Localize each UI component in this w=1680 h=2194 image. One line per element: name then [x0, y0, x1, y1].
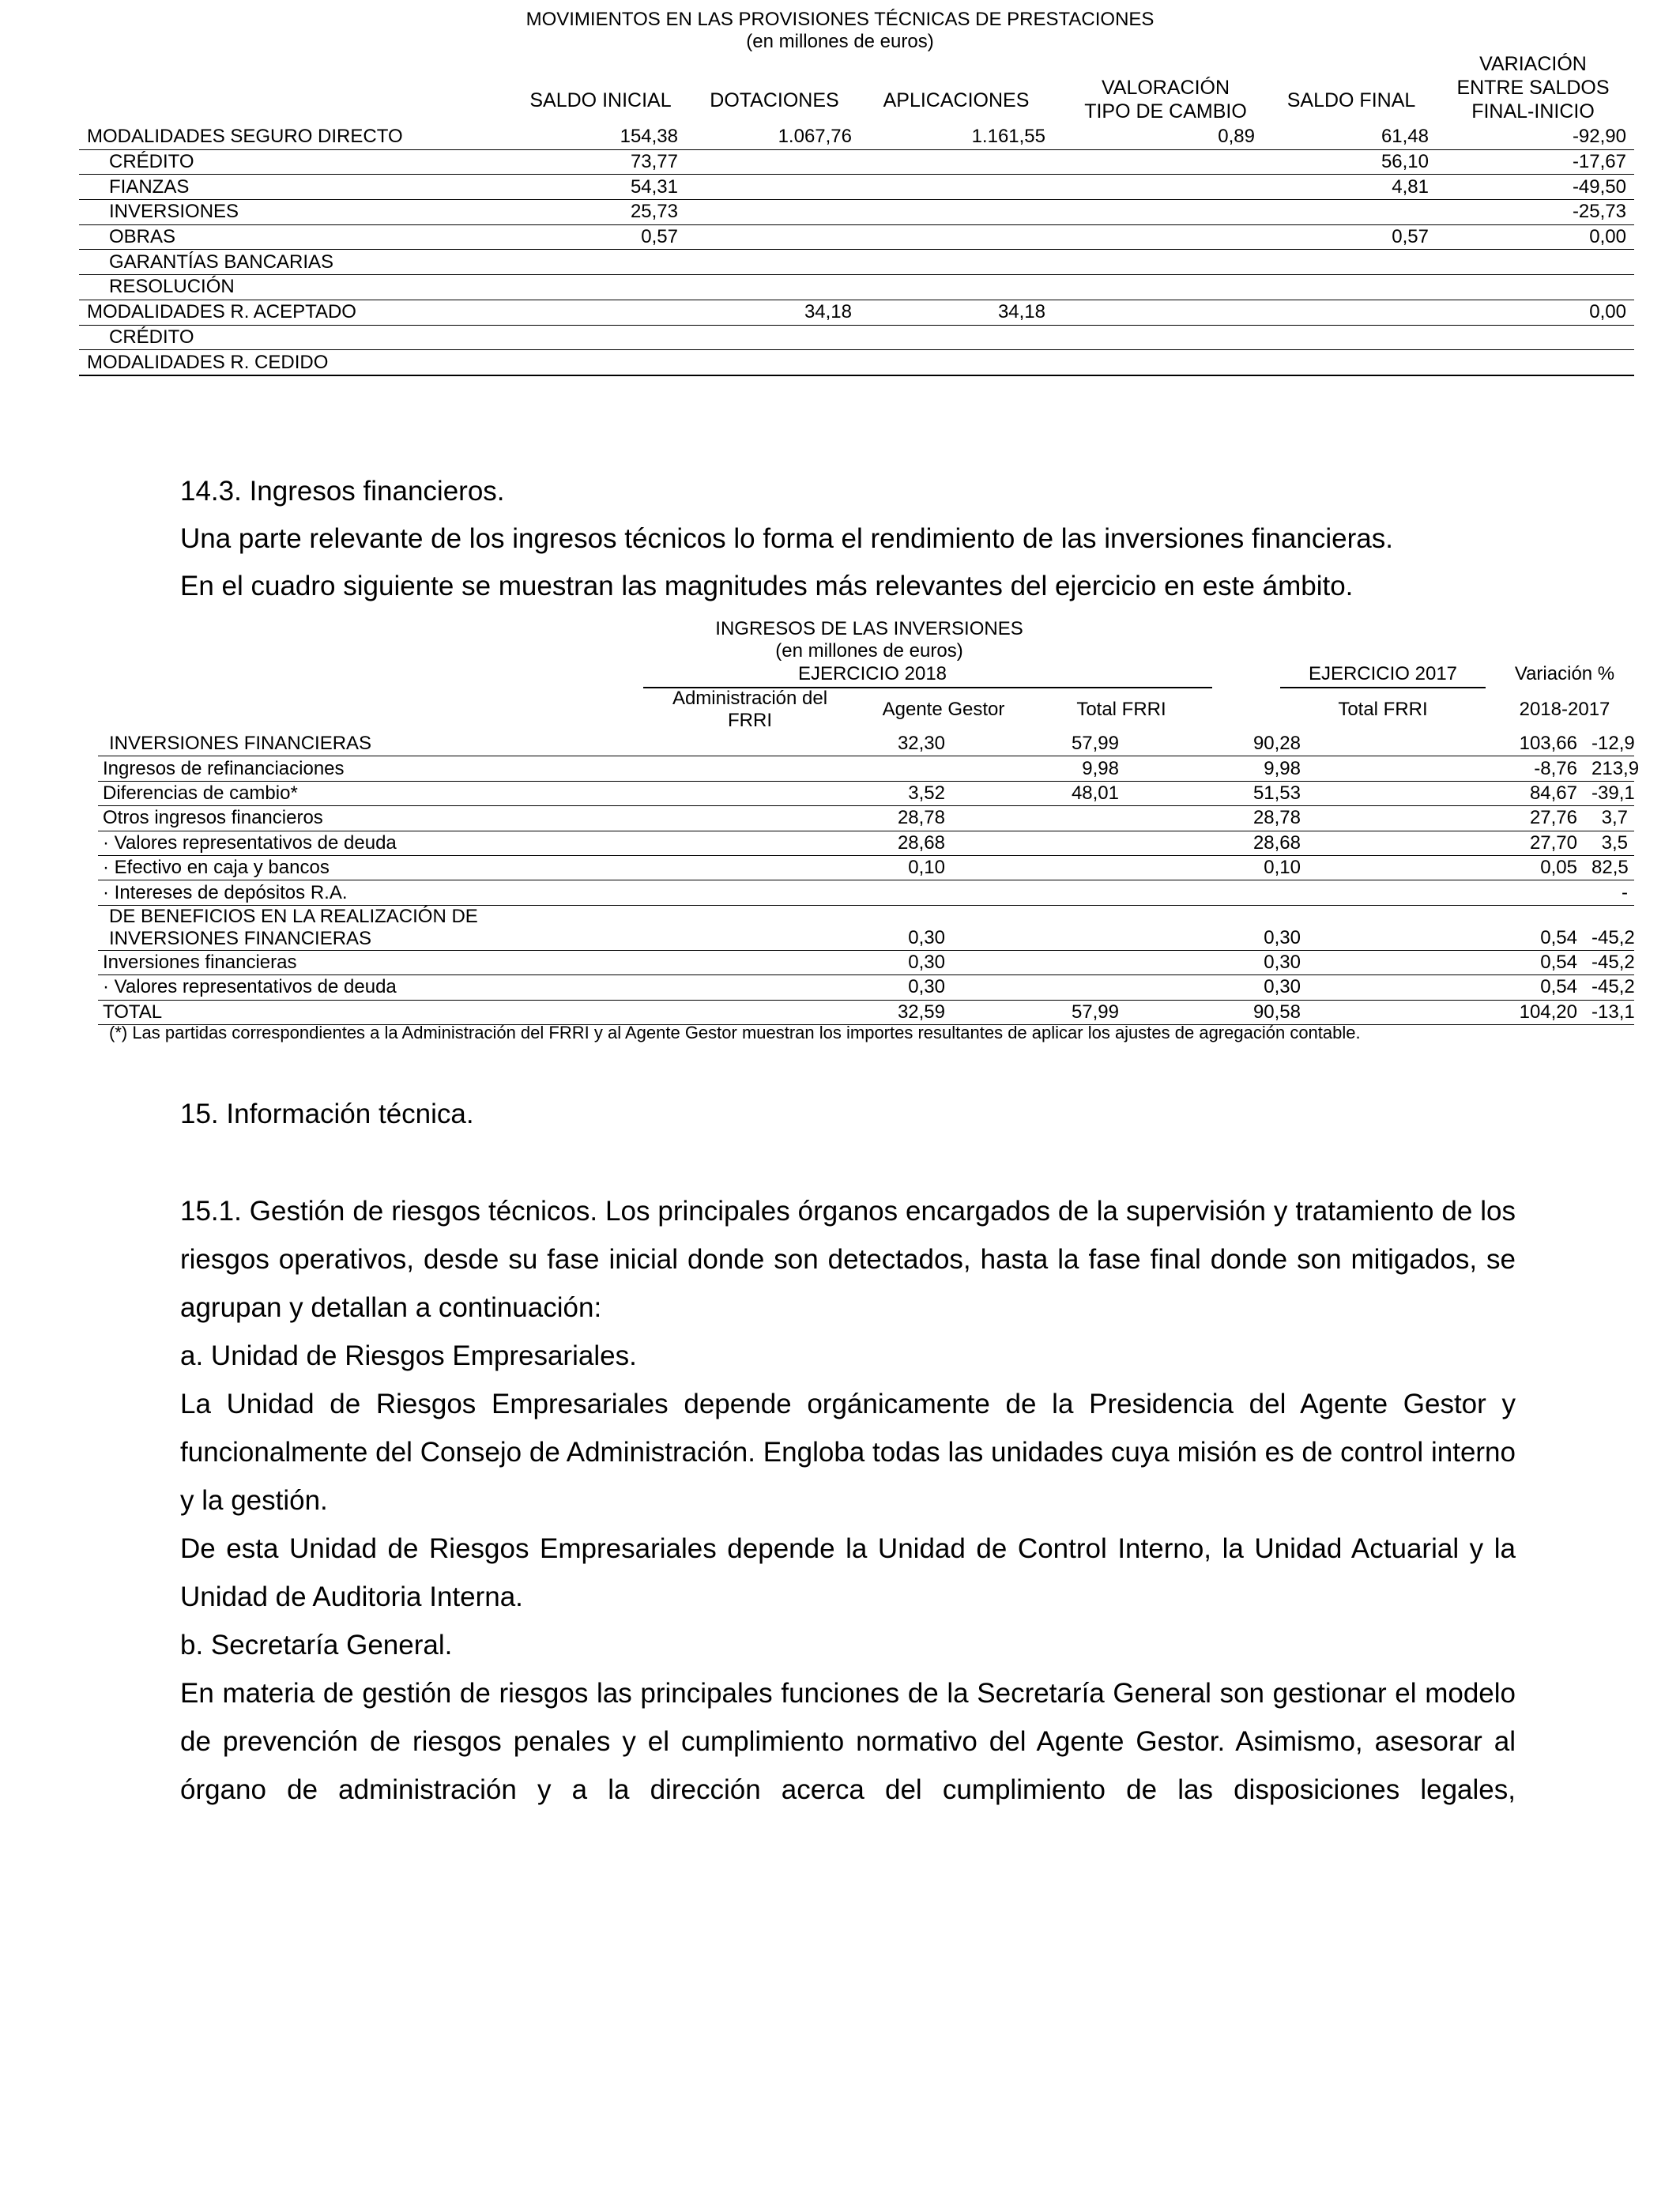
table-cell: 0,57: [1263, 224, 1437, 250]
table-cell: 73,77: [512, 149, 686, 175]
paragraph: De esta Unidad de Riesgos Empresariales depende la Unidad de Control Interno, la Unidad Actuarial y la Unidad de Auditoria Interna.: [180, 1533, 1516, 1612]
table2: [98, 732, 1640, 1025]
table-cell: [686, 250, 860, 275]
table2-footnote: (*) Las partidas correspondientes a la Administración del FRRI y al Agente Gestor muestran los importes resultantes de aplicar los ajustes de agregación contable.: [109, 1023, 1361, 1042]
t2-header-var: 2018-2017: [1519, 699, 1610, 720]
table-cell: [860, 350, 1053, 375]
row-label: DE BENEFICIOS EN LA REALIZACIÓN DE INVERSIONES FINANCIERAS: [98, 905, 643, 950]
table-cell: [1053, 224, 1263, 250]
table-cell: -: [1584, 880, 1634, 905]
table-cell: 0,05: [1307, 855, 1584, 880]
table-cell: [1053, 325, 1263, 350]
table-row: [79, 350, 1634, 375]
table-cell: 0,30: [643, 905, 951, 950]
row-label: · Intereses de depósitos R.A.: [98, 880, 643, 905]
table-row: [98, 1000, 1634, 1024]
table-cell: 1.067,76: [686, 125, 860, 149]
table-cell: -25,73: [1437, 200, 1634, 225]
table-cell: [1263, 300, 1437, 325]
table-cell: 103,66: [1307, 732, 1584, 756]
table-cell: [860, 175, 1053, 200]
table-cell: 82,5: [1584, 855, 1634, 880]
row-label: GARANTÍAS BANCARIAS: [79, 250, 512, 275]
table-cell: [1437, 350, 1634, 375]
table-cell: [951, 855, 1125, 880]
section-14-3: [180, 468, 1393, 610]
table-cell: [951, 905, 1125, 950]
table-cell: [686, 325, 860, 350]
table-cell: 84,67: [1307, 781, 1584, 805]
table-cell: 28,68: [643, 831, 951, 855]
table-cell: 48,01: [951, 781, 1125, 805]
table-cell: 90,28: [1125, 732, 1307, 756]
table-cell: 0,89: [1053, 125, 1263, 149]
table-cell: [1053, 275, 1263, 300]
table-cell: 0,00: [1437, 224, 1634, 250]
row-label: MODALIDADES R. ACEPTADO: [79, 300, 512, 325]
t2-header-total: Total FRRI: [1076, 699, 1166, 720]
table-cell: 9,98: [951, 756, 1125, 781]
table-cell: 61,48: [1263, 125, 1437, 149]
t1-header-variacion: VARIACIÓN ENTRE SALDOS FINAL-INICIO: [1456, 53, 1610, 123]
table-cell: [512, 300, 686, 325]
table-cell: 213,9: [1584, 756, 1634, 781]
table-cell: [860, 224, 1053, 250]
t2-header-total-2017: Total FRRI: [1338, 699, 1428, 720]
table-cell: 3,7: [1584, 806, 1634, 831]
table-cell: 25,73: [512, 200, 686, 225]
table-cell: 0,30: [643, 975, 951, 1000]
table-row: [98, 855, 1634, 880]
table-cell: [643, 880, 951, 905]
table-cell: [1053, 175, 1263, 200]
table-row: [79, 125, 1634, 149]
row-label: · Valores representativos de deuda: [98, 975, 643, 1000]
table-row: [79, 224, 1634, 250]
table-cell: [1053, 149, 1263, 175]
table-cell: [860, 200, 1053, 225]
table-cell: [512, 325, 686, 350]
table-cell: 0,30: [1125, 975, 1307, 1000]
row-label: · Efectivo en caja y bancos: [98, 855, 643, 880]
row-label: INVERSIONES: [79, 200, 512, 225]
table-cell: 0,54: [1307, 975, 1584, 1000]
table-cell: [686, 200, 860, 225]
t1-header-aplicaciones: APLICACIONES: [883, 89, 1030, 111]
row-label: TOTAL: [98, 1000, 643, 1024]
table-cell: 0,30: [1125, 905, 1307, 950]
row-label: CRÉDITO: [79, 149, 512, 175]
table-row: [98, 781, 1634, 805]
table-cell: [951, 880, 1125, 905]
table-cell: [1437, 250, 1634, 275]
table-cell: [512, 350, 686, 375]
table-cell: [1263, 250, 1437, 275]
table-cell: [951, 831, 1125, 855]
table-cell: 0,54: [1307, 950, 1584, 974]
row-label: Inversiones financieras: [98, 950, 643, 974]
table-cell: 32,59: [643, 1000, 951, 1024]
table-cell: 0,10: [643, 855, 951, 880]
table-cell: 28,78: [1125, 806, 1307, 831]
row-label: RESOLUCIÓN: [79, 275, 512, 300]
table-cell: [686, 350, 860, 375]
t2-header-variacion: Variación %: [1514, 663, 1615, 684]
table-cell: [686, 224, 860, 250]
table-row: [98, 831, 1634, 855]
table-cell: [686, 275, 860, 300]
table-cell: 57,99: [951, 1000, 1125, 1024]
paragraph: La Unidad de Riesgos Empresariales depende orgánicamente de la Presidencia del Agente Gestor y funcionalmente del Consejo de Administración. Engloba todas las unidades cuya misión es de control interno y la gestión.: [180, 1389, 1516, 1516]
row-label: MODALIDADES R. CEDIDO: [79, 350, 512, 375]
table-row: [98, 756, 1634, 781]
row-label: Ingresos de refinanciaciones: [98, 756, 643, 781]
table-cell: [512, 275, 686, 300]
table-cell: -8,76: [1307, 756, 1584, 781]
table-row: [79, 149, 1634, 175]
table-cell: 27,70: [1307, 831, 1584, 855]
table-cell: [1263, 350, 1437, 375]
table-row: [79, 250, 1634, 275]
table-cell: -45,2: [1584, 975, 1634, 1000]
table-cell: [860, 325, 1053, 350]
table-cell: 0,54: [1307, 905, 1584, 950]
table-row: [98, 732, 1634, 756]
table-cell: [686, 149, 860, 175]
t1-header-saldo-inicial: SALDO INICIAL: [529, 89, 672, 111]
table-cell: [1053, 300, 1263, 325]
row-label: FIANZAS: [79, 175, 512, 200]
t1-header-dotaciones: DOTACIONES: [710, 89, 839, 111]
table-cell: 4,81: [1263, 175, 1437, 200]
row-label: Otros ingresos financieros: [98, 806, 643, 831]
table-cell: [512, 250, 686, 275]
table-row: [98, 806, 1634, 831]
table-cell: [1053, 250, 1263, 275]
table-cell: 90,58: [1125, 1000, 1307, 1024]
paragraph: b. Secretaría General.: [180, 1630, 453, 1661]
table-row: [79, 175, 1634, 200]
table-cell: 51,53: [1125, 781, 1307, 805]
table-row: [98, 950, 1634, 974]
table-cell: 54,31: [512, 175, 686, 200]
table-cell: [686, 175, 860, 200]
table-cell: [1053, 200, 1263, 225]
table-cell: 28,68: [1125, 831, 1307, 855]
table-cell: [860, 149, 1053, 175]
table-cell: 57,99: [951, 732, 1125, 756]
t1-header-saldo-final: SALDO FINAL: [1286, 89, 1416, 111]
table-cell: [1437, 325, 1634, 350]
table-cell: [1263, 275, 1437, 300]
table-cell: [1437, 275, 1634, 300]
table-cell: 3,5: [1584, 831, 1634, 855]
table2-title: INGRESOS DE LAS INVERSIONES: [715, 618, 1023, 639]
table-cell: -17,67: [1437, 149, 1634, 175]
table-cell: 9,98: [1125, 756, 1307, 781]
table-cell: [643, 756, 951, 781]
table-cell: [951, 950, 1125, 974]
table-cell: -45,2: [1584, 950, 1634, 974]
table-cell: -13,1: [1584, 1000, 1634, 1024]
paragraph: En materia de gestión de riesgos las principales funciones de la Secretaría General son gestionar el modelo de prevención de riesgos penales y el cumplimiento normativo del Agente Gestor. Asimismo, asesorar al órgano de administración y a la dirección acerca del cumplimiento de las disposiciones legales,: [180, 1678, 1516, 1805]
table1-title: MOVIMIENTOS EN LAS PROVISIONES TÉCNICAS DE PRESTACIONES: [525, 9, 1155, 30]
table-row: [79, 200, 1634, 225]
table-cell: [860, 250, 1053, 275]
table-cell: [951, 975, 1125, 1000]
table-cell: 0,57: [512, 224, 686, 250]
table-cell: [1263, 325, 1437, 350]
table-cell: 0,10: [1125, 855, 1307, 880]
row-label: CRÉDITO: [79, 325, 512, 350]
table-cell: [1053, 350, 1263, 375]
table-cell: 34,18: [686, 300, 860, 325]
table-cell: 28,78: [643, 806, 951, 831]
row-label: Diferencias de cambio*: [98, 781, 643, 805]
row-label: OBRAS: [79, 224, 512, 250]
table-cell: 0,00: [1437, 300, 1634, 325]
table2-subtitle: (en millones de euros): [775, 640, 963, 662]
t2-header-ejercicio-2018: EJERCICIO 2018: [797, 663, 947, 684]
table-cell: -92,90: [1437, 125, 1634, 149]
table1: [79, 125, 1634, 376]
table-row: [79, 300, 1634, 325]
table-cell: [1125, 880, 1307, 905]
t2-header-admin: Administración del FRRI: [672, 688, 828, 731]
row-label: · Valores representativos de deuda: [98, 831, 643, 855]
table-cell: 34,18: [860, 300, 1053, 325]
table-cell: -39,1: [1584, 781, 1634, 805]
table-cell: 104,20: [1307, 1000, 1584, 1024]
table-cell: [1263, 200, 1437, 225]
ejercicio-2017-rule: [1280, 687, 1486, 688]
table-cell: [1307, 880, 1584, 905]
table-cell: 3,52: [643, 781, 951, 805]
table-row: [79, 275, 1634, 300]
paragraph: a. Unidad de Riesgos Empresariales.: [180, 1340, 637, 1371]
table-cell: 154,38: [512, 125, 686, 149]
table-row: [98, 880, 1634, 905]
table-cell: 1.161,55: [860, 125, 1053, 149]
table-row: [98, 905, 1634, 950]
table-cell: -12,9: [1584, 732, 1634, 756]
section-heading: 14.3. Ingresos financieros.: [180, 476, 505, 507]
paragraph-line: Una parte relevante de los ingresos técnicos lo forma el rendimiento de las inversiones financieras.: [180, 523, 1393, 554]
section-15-body: [180, 1187, 1516, 1814]
table-cell: -49,50: [1437, 175, 1634, 200]
table-cell: [951, 806, 1125, 831]
table1-subtitle: (en millones de euros): [746, 31, 934, 52]
paragraph: 15.1. Gestión de riesgos técnicos. Los principales órganos encargados de la supervisión y tratamiento de los riesgos operativos, desde su fase inicial donde son detectados, hasta la fase final donde son mitigados, se agrupan y detallan a continuación:: [180, 1196, 1516, 1323]
table-cell: 0,30: [1125, 950, 1307, 974]
table-cell: [860, 275, 1053, 300]
row-label: INVERSIONES FINANCIERAS: [98, 732, 643, 756]
table-row: [98, 975, 1634, 1000]
table-cell: 32,30: [643, 732, 951, 756]
t1-header-valoracion: VALORACIÓN TIPO DE CAMBIO: [1084, 77, 1247, 123]
row-label: MODALIDADES SEGURO DIRECTO: [79, 125, 512, 149]
table-cell: -45,2: [1584, 905, 1634, 950]
section-15-heading: 15. Información técnica.: [180, 1099, 474, 1129]
table-cell: 27,76: [1307, 806, 1584, 831]
table-cell: 0,30: [643, 950, 951, 974]
table-row: [79, 325, 1634, 350]
t2-header-agente: Agente Gestor: [882, 699, 1005, 720]
t2-header-ejercicio-2017: EJERCICIO 2017: [1308, 663, 1458, 684]
table-cell: 56,10: [1263, 149, 1437, 175]
paragraph-line: En el cuadro siguiente se muestran las magnitudes más relevantes del ejercicio en este ámbito.: [180, 571, 1354, 601]
